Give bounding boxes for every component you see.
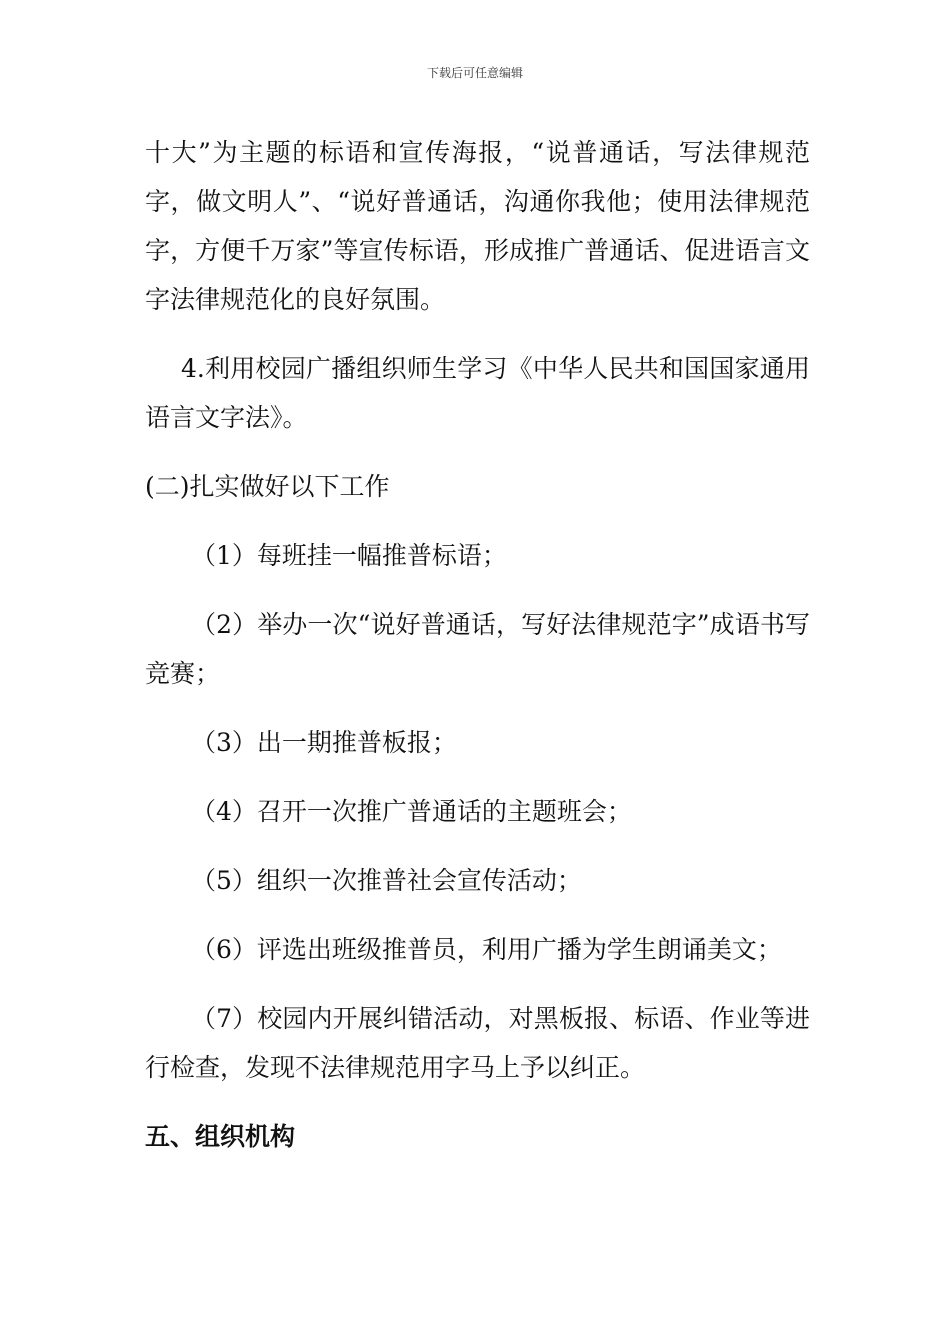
- list-item: （6）评选出班级推普员，利用广播为学生朗诵美文；: [191, 935, 782, 964]
- list-item: （5）组织一次推普社会宣传活动；: [191, 866, 582, 895]
- section-heading: 五、组织机构: [145, 1122, 296, 1151]
- paragraph-broadcast-study: 4.利用校园广播组织师生学习《中华人民共和国国家通用语言文字法》。: [145, 354, 810, 432]
- list-item: （3）出一期推普板报；: [191, 728, 457, 757]
- list-item: （7）校园内开展纠错活动，对黑板报、标语、作业等进行检查，发现不法律规范用字马上予以纠正。: [145, 1004, 810, 1082]
- list-item: （4）召开一次推广普通话的主题班会；: [191, 797, 632, 826]
- subheading-tasks: (二)扎实做好以下工作: [145, 472, 390, 501]
- header-note: 下载后可任意编辑: [426, 66, 523, 80]
- list-item: （1）每班挂一幅推普标语；: [191, 541, 507, 570]
- body-text: [145, 128, 810, 1161]
- paragraph-slogans: 十大”为主题的标语和宣传海报，“说普通话，写法律规范字，做文明人”、“说好普通话，沟通你我他；使用法律规范字，方便千万家”等宣传标语，形成推广普通话、促进语言文字法律规范化的良好氛围。: [145, 138, 810, 314]
- list-item: （2）举办一次“说好普通话，写好法律规范字”成语书写竞赛；: [145, 610, 810, 688]
